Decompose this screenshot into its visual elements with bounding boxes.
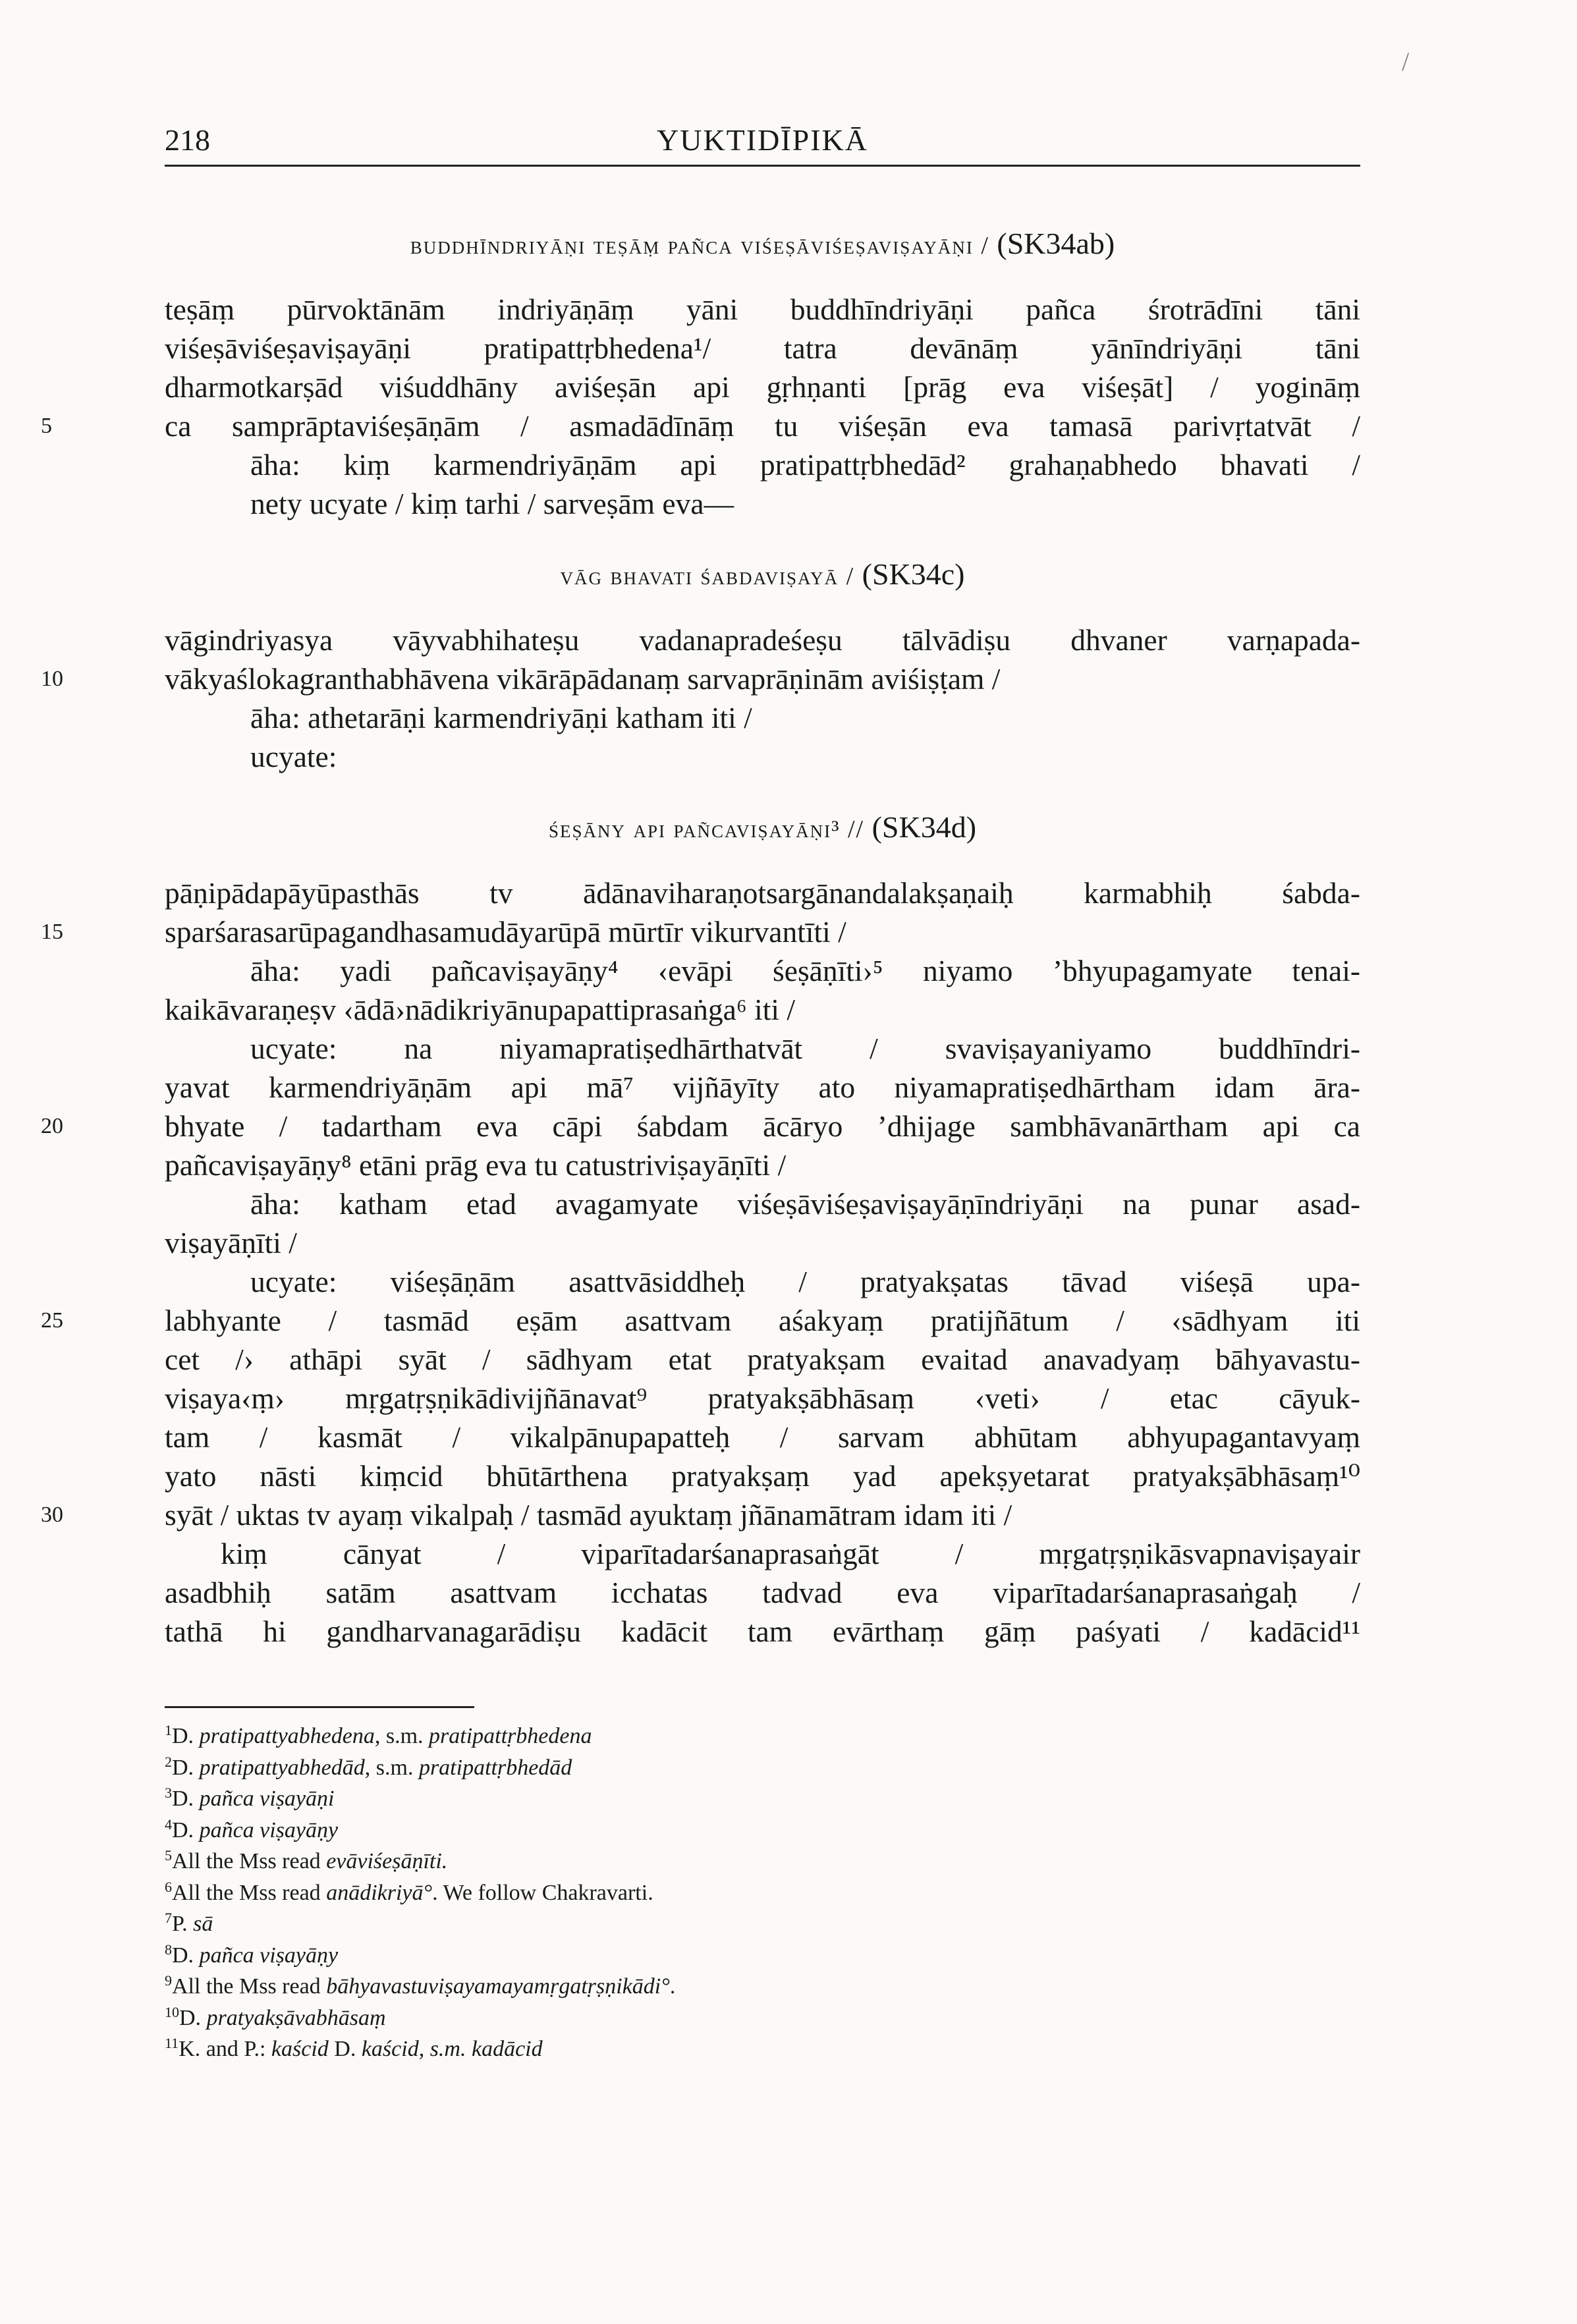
line-number: 20 [41,1114,63,1138]
footnote: $^8$D. pañca viṣayāṇy [165,1941,339,1968]
text-line: nety ucyate / kiṃ tarhi / sarveṣām eva— [250,487,734,520]
footnote: $^9$All the Mss read bāhyavastuviṣayamayamṛgatṛṣṇikādi°. [165,1972,676,1999]
page-number: 218 [165,123,210,157]
text-line: ucyate: viśeṣāṇām asattvāsiddheḥ / pratyakṣatas tāvad viśeṣā upa- [250,1265,1360,1298]
running-header [165,119,1360,167]
footnote: $^1$D. pratipattyabhedena, s.m. pratipattṛbhedena [165,1722,592,1748]
footnote: $^{11}$K. and P.: kaścid D. kaścid, s.m. kadācid [165,2035,543,2061]
running-title: YUKTIDĪPIKĀ [657,123,868,157]
footnotes [165,1715,1360,2059]
text-line: 20 bhyate / tadartham eva cāpi śabdam ācāryo ’dhijage sambhāvanārtham api ca [165,1107,1360,1146]
text-line: yato nāsti kiṃcid bhūtārthena pratyakṣaṃ yad apekṣyetarat pratyakṣābhāsaṃ¹⁰ [165,1459,1360,1493]
footnote: $^4$D. pañca viṣayāṇy [165,1815,339,1842]
line-number: 25 [41,1308,63,1333]
text-line: 30 syāt / uktas tv ayaṃ vikalpaḥ / tasmād ayuktaṃ jñānamātram idam iti / [165,1495,1360,1534]
footnote: $^6$All the Mss read anādikriyā°. We follow Chakravarti. [165,1878,653,1905]
footnote-rule [165,1706,474,1708]
text-line: 10 vākyaślokagranthabhāvena vikārāpādanaṃ sarvaprāṇinām aviśiṣṭam / [165,659,1360,698]
text-line: āha: katham etad avagamyate viśeṣāviśeṣaviṣayāṇīndriyāṇi na punar asad- [250,1187,1360,1221]
text-line: āha: kiṃ karmendriyāṇām api pratipattṛbhedād² grahaṇabhedo bhavati / [250,448,1360,482]
text-line: āha: athetarāṇi karmendriyāṇi katham iti / [250,701,752,734]
text-line: 15 sparśarasarūpagandhasamudāyarūpā mūrtīr vikurvantīti / [165,912,1360,951]
text-line: viṣayāṇīti / [165,1226,297,1259]
text-line: ucyate: na niyamapratiṣedhārthatvāt / svaviṣayaniyamo buddhīndri- [250,1032,1360,1065]
footnote: $^2$D. pratipattyabhedād, s.m. pratipattṛbhedād [165,1753,572,1780]
text-line: viṣaya‹ṃ› mṛgatṛṣṇikādivijñānavat⁹ pratyakṣābhāsaṃ ‹veti› / etac cāyuk- [165,1381,1360,1415]
margin-mark: / [1402,47,1410,76]
section-heading: buddhīndriyāṇi teṣāṃ pañca viśeṣāviśeṣaviṣayāṇi / (SK34ab) [410,227,1115,260]
text-line: tam / kasmāt / vikalpānupapatteḥ / sarvam abhūtam abhyupagantavyaṃ [165,1420,1360,1454]
text-line: viśeṣāviśeṣaviṣayāṇi pratipattṛbhedena¹/ tatra devānāṃ yānīndriyāṇi tāni [165,331,1360,365]
text-line: ucyate: [250,740,337,773]
text-line: pañcaviṣayāṇy⁸ etāni prāg eva tu catustriviṣayāṇīti / [165,1148,787,1182]
text-line: tathā hi gandharvanagarādiṣu kadācit tam evārthaṃ gāṃ paśyati / kadācid¹¹ [165,1615,1360,1648]
footnote: $^3$D. pañca viṣayāṇi [165,1784,335,1811]
text-line: kaikāvaraṇeṣv ‹ādā›nādikriyānupapattiprasaṅga⁶ iti / [165,993,796,1026]
text-line: pāṇipādapāyūpasthās tv ādānaviharaṇotsargānandalakṣaṇaiḥ karmabhiḥ śabda- [165,876,1360,910]
line-number: 10 [41,667,63,691]
section-heading: śeṣāny api pañcaviṣayāṇi³ // (SK34d) [548,810,977,844]
line-number: 5 [41,414,52,438]
line-number: 30 [41,1503,63,1527]
text-line: 25 labhyante / tasmād eṣām asattvam aśakyaṃ pratijñātum / ‹sādhyam iti [165,1301,1360,1340]
text-line: āha: yadi pañcaviṣayāṇy⁴ ‹evāpi śeṣāṇīti›⁵ niyamo ’bhyupagamyate tenai- [250,954,1360,987]
main-text [41,211,1360,1651]
footnote: $^{10}$D. pratyakṣāvabhāsaṃ [165,2003,386,2030]
section-heading: vāg bhavati śabdaviṣayā / (SK34c) [560,557,965,591]
text-line: kiṃ cānyat / viparītadarśanaprasaṅgāt / mṛgatṛṣṇikāsvapnaviṣayair [221,1537,1360,1570]
text-line: cet /› athāpi syāt / sādhyam etat pratyakṣam evaitad anavadyaṃ bāhyavastu- [165,1342,1360,1376]
text-line: asadbhiḥ satām asattvam icchatas tadvad eva viparītadarśanaprasaṅgaḥ / [165,1576,1360,1609]
text-line: vāgindriyasya vāyvabhihateṣu vadanapradeśeṣu tālvādiṣu dhvaner varṇapada- [165,623,1360,657]
text-line: teṣāṃ pūrvoktānām indriyāṇāṃ yāni buddhīndriyāṇi pañca śrotrādīni tāni [165,292,1360,326]
footnote: $^7$P. sā [165,1910,213,1936]
text-line: yavat karmendriyāṇām api mā⁷ vijñāyīty ato niyamapratiṣedhārtham idam āra- [165,1070,1360,1104]
footnote: $^5$All the Mss read evāviśeṣāṇīti. [165,1847,448,1873]
text-line: 5 ca samprāptaviśeṣāṇām / asmadādīnāṃ tu viśeṣān eva tamasā parivṛtatvāt / [165,406,1360,445]
line-number: 15 [41,920,63,944]
text-line: dharmotkarṣād viśuddhāny aviśeṣān api gṛhṇanti [prāg eva viśeṣāt] / yogināṃ [165,370,1360,404]
